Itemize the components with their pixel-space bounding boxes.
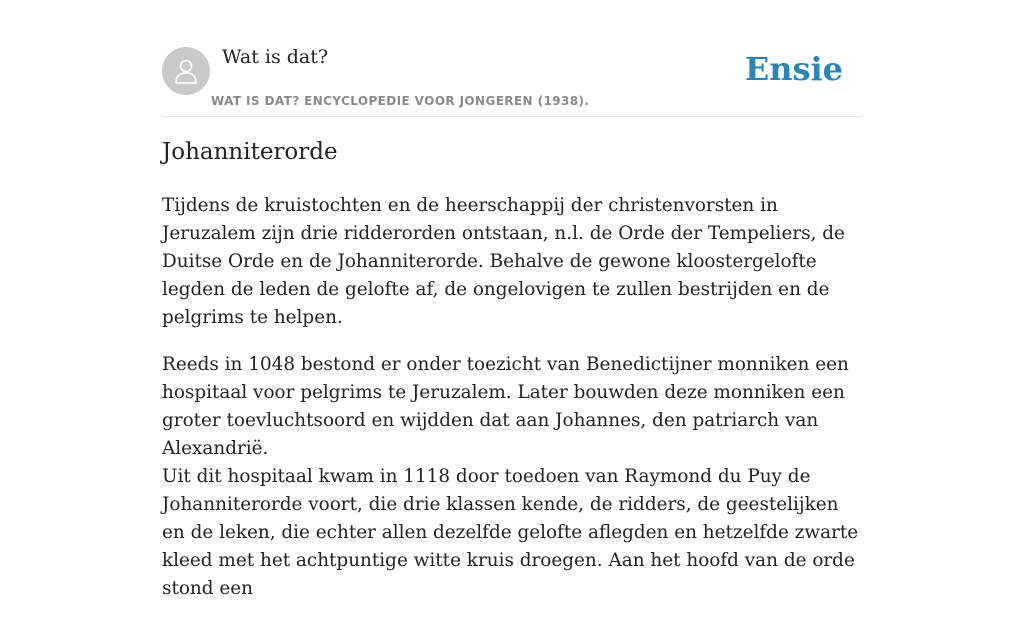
article-paragraph: Reeds in 1048 bestond er onder toezicht van Benedictijner monniken een hospitaal voor pelgrims te Jeruzalem. Later bouwden deze monniken een groter toevluchtsoord en wijdden dat aan Johannes, den patriarch van Alexandrië. Uit dit hospitaal kwam in 1118 door toedoen van Raymond du Puy de Johanniterorde voort, die drie klassen kende, de ridders, de geestelijken en de leken, die echter allen dezelfde gelofte aflegden en hetzelfde zwarte kleed met het achtpuntige witte kruis droegen. Aan het hoofd van de orde stond een bbox=[162, 354, 859, 599]
article-title: Johanniterorde bbox=[162, 139, 338, 165]
source-header bbox=[162, 0, 862, 117]
source-subtitle[interactable]: WAT IS DAT? ENCYCLOPEDIE VOOR JONGEREN (1938). bbox=[211, 94, 590, 108]
source-title[interactable]: Wat is dat? bbox=[222, 46, 329, 68]
user-outline-icon bbox=[171, 56, 201, 86]
source-avatar[interactable] bbox=[162, 47, 210, 95]
article-body bbox=[162, 192, 862, 622]
ensie-logo[interactable]: Ensie bbox=[744, 50, 843, 88]
article-paragraph: Tijdens de kruistochten en de heerschappij der christenvorsten in Jeruzalem zijn drie ridderorden ontstaan, n.l. de Orde der Tempeliers, de Duitse Orde en de Johanniterorde. Behalve de gewone kloostergelofte legden de leden de gelofte af, de ongelovigen te zullen bestrijden en de pelgrims te helpen. bbox=[162, 195, 845, 328]
